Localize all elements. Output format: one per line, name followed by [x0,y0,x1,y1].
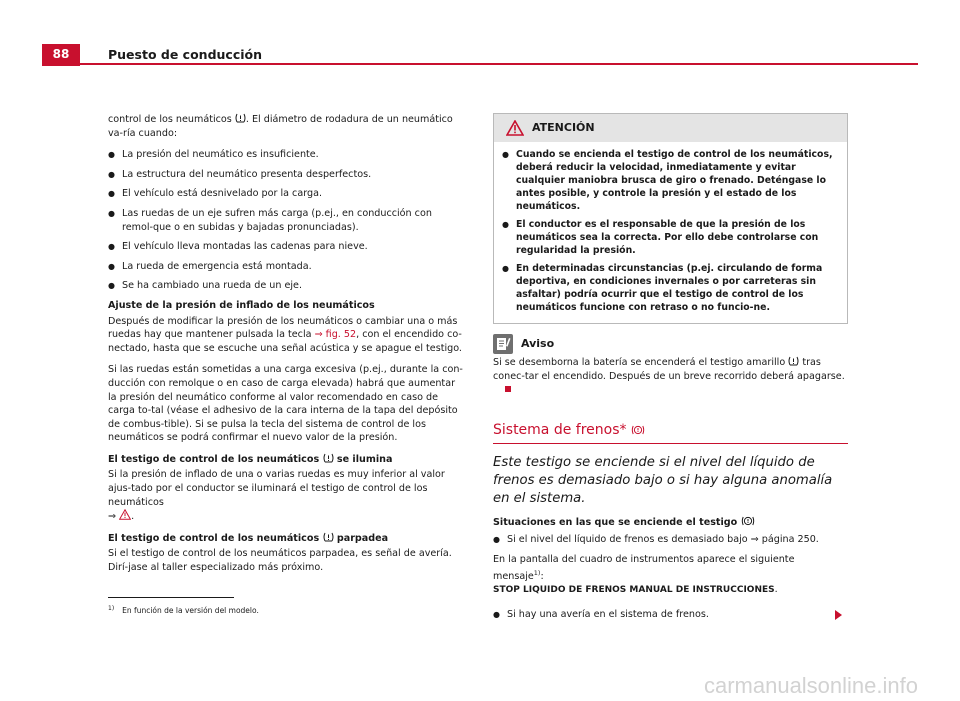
brake-warning-icon [631,425,645,435]
aviso-paragraph: Si se desemborna la batería se encenderá el testigo amarillo tras conec-tar el encendido. Después de un breve recorrido deberá apagarse. [493,356,848,397]
parpadea-paragraph: Si el testigo de control de los neumáticos parpadea, es señal de avería. Dirí-jase al taller especializado más próximo. [108,548,452,574]
section-lead: Este testigo se enciende si el nivel del líquido de frenos es demasiado bajo o si hay alguna anomalía en el sistema. [493,454,833,506]
tire-pressure-icon [323,453,334,463]
situaciones-heading: Situaciones en las que se enciende el testigo [493,516,848,530]
ilumina-heading: El testigo de control de los neumáticos se ilumina [108,453,393,465]
ilumina-paragraph: Si la presión de inflado de una o varias ruedas es muy inferior al valor ajus-tado por el conductor se iluminará el testigo de control de los neumáticos ⇒ . [108,469,445,523]
warning-item: ● En determinadas circunstancias (p.ej. circulando de forma deportiva, en condiciones invernales o por carreteras sin asfaltar) podría ocurrir que el testigo de control de los neumáticos funcione con retraso o no funcio-ne. [502,262,839,314]
pantalla-paragraph: En la pantalla del cuadro de instrumentos aparece el siguiente mensaje$^{1)}$: STOP LIQUIDO DE FRENOS MANUAL DE INSTRUCCIONES. [493,553,795,596]
warning-body [494,142,847,323]
list-item: ● Las ruedas de un eje sufren más carga (p.ej., en conducción con remol-que o en subidas y bajadas pronunciadas). [108,207,464,234]
warning-item: ● El conductor es el responsable de que la presión de los neumáticos sea la correcta. Por ello debe controlarse con regularidad la presión. [502,218,839,257]
footnote-rule [108,597,234,598]
list-item: ● El vehículo lleva montadas las cadenas para nieve. [108,240,464,254]
section-end-marker [505,386,511,392]
intro-paragraph: control de los neumáticos . El diámetro de rodadura de un neumático va-ría cuando: [108,114,453,139]
list-item: ● La presión del neumático es insuficiente. [108,148,464,162]
fig-52-link[interactable]: ⇒ fig. 52 [314,329,357,341]
list-item: ● El vehículo está desnivelado por la carga. [108,187,464,201]
watermark: carmanualsonline.info [703,673,918,699]
footnote-ref[interactable]: 1) [533,568,541,577]
warning-header [494,114,847,142]
warning-title: ATENCIÓN [532,121,595,135]
warning-box [493,113,848,324]
tire-pressure-icon [323,532,334,542]
page-number: 88 [42,44,80,66]
page-title: Puesto de conducción [108,47,263,62]
continue-arrow-icon [835,610,842,620]
list-item: ● Se ha cambiado una rueda de un eje. [108,279,464,293]
warning-item: ● Cuando se encienda el testigo de control de los neumáticos, deberá reducir la velocidad, inmediatamente y evitar cualquier maniobra brusca de giro o frenado. Deténgase lo antes posible, y controle la presión y el estado de los neumáticos. [502,148,839,213]
carga-paragraph: Si las ruedas están sometidas a una carga excesiva (p.ej., durante la con-ducción con remolque o en caso de carga elevada) habrá que aumentar la presión del neumático conforme al valor recomendado en caso de carga to-tal (véase el adhesivo de la cara interna de la tapa del depósito de combus-tible). Si se pulsa la tecla del sistema de control de los neumáticos se podrá confirmar el nuevo valor de la presión. [108,364,463,444]
section-title-frenos: Sistema de frenos* [493,421,848,444]
list-item: ● La rueda de emergencia está montada. [108,260,464,274]
brake-warning-icon [741,516,755,526]
footnote: $^{1)}$ En función de la versión del modelo. [108,605,259,615]
list-item: ● Si hay una avería en el sistema de frenos. [493,608,848,622]
parpadea-heading: El testigo de control de los neumáticos parpadea [108,532,389,544]
aviso-title: Aviso [521,337,555,351]
left-column [108,113,464,583]
list-item: ● Si el nivel del líquido de frenos es demasiado bajo ⇒ página 250. [493,533,848,547]
aviso-heading [493,334,848,354]
warning-triangle-icon[interactable] [119,509,131,520]
list-item: ● La estructura del neumático presenta desperfectos. [108,168,464,182]
dashboard-message: STOP LIQUIDO DE FRENOS MANUAL DE INSTRUCCIONES [493,585,775,596]
ajuste-heading: Ajuste de la presión de inflado de los neumáticos [108,299,375,311]
tire-pressure-icon [788,356,799,366]
tire-pressure-icon [235,113,246,123]
note-icon [493,334,513,354]
right-column [493,113,848,628]
ajuste-paragraph: Después de modificar la presión de los neumáticos o cambiar una o más ruedas hay que mantener pulsada la tecla ⇒ fig. 52, con el encendido co-nectado, hasta que se escuche una señal acústica y se apague el testigo. [108,315,462,354]
warning-triangle-icon [506,120,524,136]
header-rule [42,63,918,65]
